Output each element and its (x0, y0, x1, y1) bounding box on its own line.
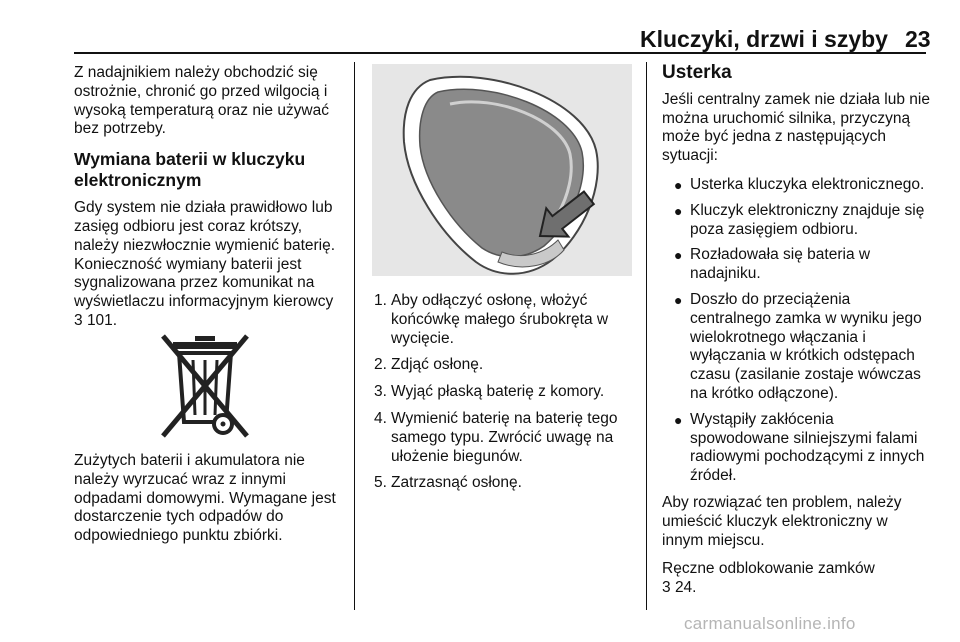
left-column (74, 64, 346, 341)
key-fob-illustration (372, 64, 632, 276)
step-item: 2. Zdjąć osłonę. (374, 356, 484, 374)
column-divider-left (354, 62, 355, 610)
solution-paragraph: Aby rozwiązać ten problem, należy umieścić kluczyk elektroniczny w innym miejscu. (662, 493, 902, 549)
bullet-icon: ● (674, 291, 683, 308)
step-text: Wymienić baterię na baterię tego samego typu. Zwrócić uwagę na ułożenie biegunów. (391, 409, 618, 465)
step-item: 3. Wyjąć płaską baterię z komory. (374, 383, 605, 401)
step-item: 4. Wymienić baterię na baterię tego samego typu. Zwrócić uwagę na ułożenie biegunów. (374, 409, 618, 465)
fault-causes-list (662, 176, 932, 486)
bullet-icon: ● (674, 411, 683, 428)
list-item: ● Rozładowała się bateria w nadajniku. (674, 246, 871, 283)
bullet-icon: ● (674, 247, 683, 264)
page-reference-link[interactable]: 101. (86, 311, 118, 329)
crossed-out-bin-icon (155, 332, 255, 440)
middle-column (374, 292, 636, 501)
list-item: ● Wystąpiły zakłócenia spowodowane silniejszymi falami radiowymi pochodzącymi z innych źródeł. (674, 410, 925, 485)
list-item: ● Doszło do przeciążenia centralnego zamka w wyniku jego wielokrotnego włączania i wyłączania w krótkich odstępach czasu (zasilanie zostaje wówczas na krótko odłączone). (674, 290, 922, 402)
left-column-lower (74, 452, 346, 556)
manual-unlock-text: Ręczne odblokowanie zamków (662, 560, 875, 578)
battery-disposal-paragraph: Zużytych baterii i akumulatora nie należy wyrzucać wraz z innymi odpadami domowymi. Wymagane jest dostarczenie tych odpadów do odpowiedniego punktu zbiórki. (74, 452, 336, 545)
column-divider-right (646, 62, 647, 610)
watermark-text: carmanualsonline.info (684, 614, 856, 633)
battery-replacement-text: Gdy system nie działa prawidłowo lub zasięg odbioru jest coraz krótszy, należy niezwłocznie wymienić baterię. Konieczność wymiany baterii jest sygnalizowana przez komunikat na wyświetlaczu informacyjnym kierowcy (74, 199, 336, 311)
list-item: ● Usterka kluczyka elektronicznego. (674, 175, 925, 193)
battery-replacement-paragraph (74, 199, 346, 331)
page-section-title: Kluczyki, drzwi i szyby (640, 26, 888, 52)
right-column (662, 64, 932, 608)
fault-intro: Jeśli centralny zamek nie działa lub nie można uruchomić silnika, przyczyną może być jedna z następujących sytuacji: (662, 90, 930, 165)
list-item: ● Kluczyk elektroniczny znajduje się poza zasięgiem odbioru. (674, 201, 925, 238)
page-reference-link[interactable]: 24. (674, 579, 697, 597)
battery-replacement-steps (374, 292, 636, 493)
bullet-icon: ● (674, 202, 683, 219)
page-reference-icon: 3 (74, 311, 83, 329)
step-text: Zatrzasnąć osłonę. (391, 474, 522, 492)
step-text: Aby odłączyć osłonę, włożyć końcówkę małego śrubokręta w wycięcie. (391, 292, 609, 347)
step-item: 5. Zatrzasnąć osłonę. (374, 474, 522, 492)
page-number: 23 (905, 26, 931, 52)
step-text: Wyjąć płaską baterię z komory. (391, 383, 605, 401)
page-reference-icon: 3 (662, 579, 671, 597)
intro-paragraph: Z nadajnikiem należy obchodzić się ostrożnie, chronić go przed wilgocią i wysoką temperaturą oraz nie używać bez potrzeby. (74, 64, 330, 138)
battery-replacement-heading: Wymiana baterii w kluczyku elektronicznym (74, 149, 306, 191)
header-rule (74, 52, 926, 54)
manual-unlock-paragraph (662, 560, 932, 598)
step-text: Zdjąć osłonę. (391, 356, 484, 374)
step-item: 1. Aby odłączyć osłonę, włożyć końcówkę małego śrubokręta w wycięcie. (374, 292, 609, 347)
fault-heading: Usterka (662, 62, 732, 83)
bullet-icon: ● (674, 176, 683, 193)
